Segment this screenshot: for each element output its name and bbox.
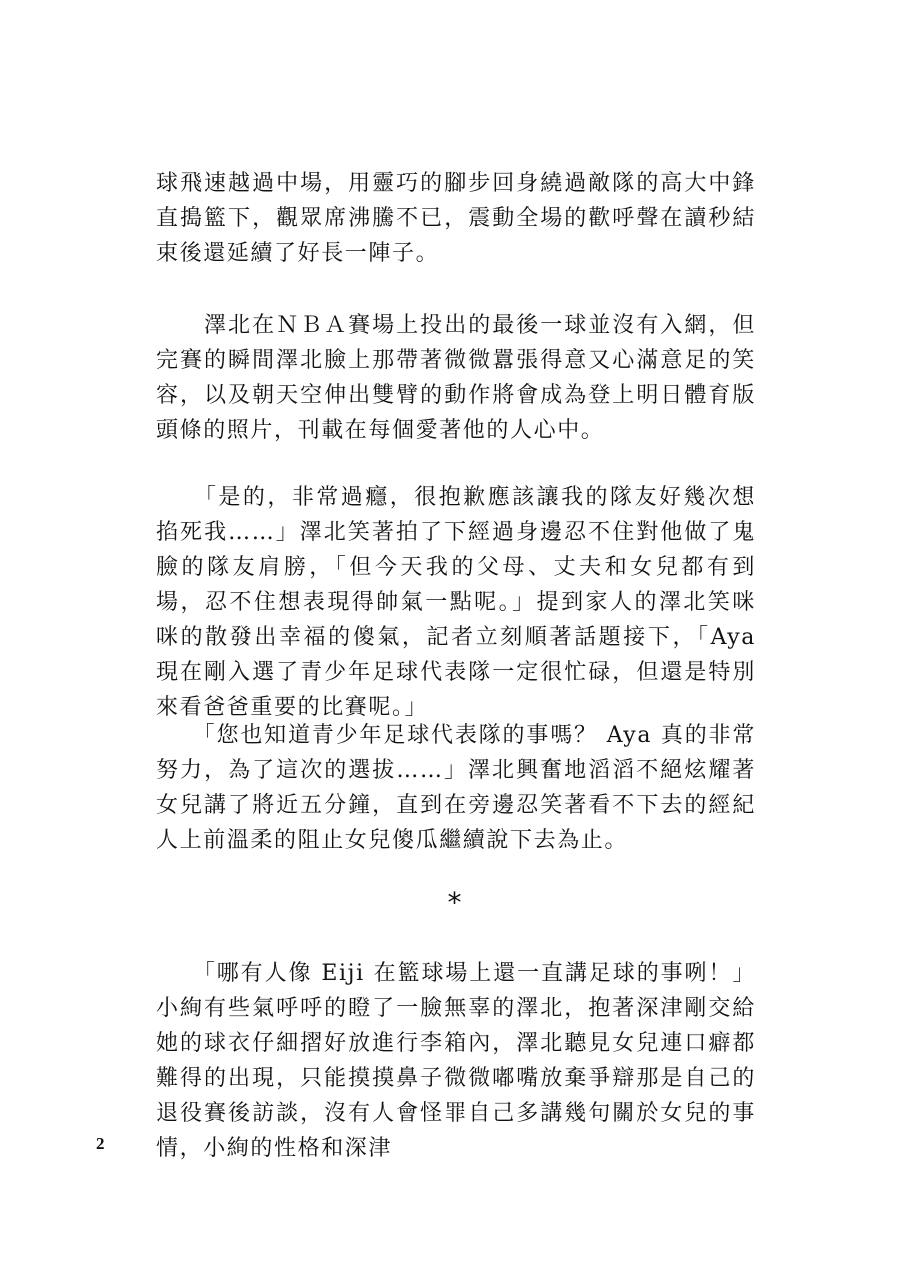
paragraph-3: 「是的，非常過癮，很抱歉應該讓我的隊友好幾次想掐死我……」澤北笑著拍了下經過身邊忍不住對他做了鬼臉的隊友肩膀，「但今天我的父母、丈夫和女兒都有到場，忍不住想表現得帥氣一點呢。」提到家人的澤北笑咪咪的散發出幸福的傻氣，記者立刻順著話題接下，「Aya 現在剛入選了青少年足球代表隊一定很忙碌，但還是特別來看爸爸重要的比賽呢。」 bbox=[156, 485, 765, 720]
paragraph-5: 「哪有人像 Eiji 在籃球場上還一直講足球的事咧！」小絢有些氣呼呼的瞪了一臉無辜的澤北，抱著深津剛交給她的球衣仔細摺好放進行李箱內，澤北聽見女兒連口癖都難得的出現，只能摸摸鼻子微微嘟嘴放棄爭辯那是自己的退役賽後訪談，沒有人會怪罪自己多講幾句關於女兒的事情，小絢的性格和深津 bbox=[156, 961, 756, 1161]
paragraph-2: 澤北在ＮＢＡ賽場上投出的最後一球並沒有入網，但完賽的瞬間澤北臉上那帶著微微囂張得意又心滿意足的笑容，以及朝天空伸出雙臂的動作將會成為登上明日體育版頭條的照片，刊載在每個愛著他的人心中。 bbox=[156, 313, 756, 443]
section-separator: * bbox=[447, 886, 462, 919]
paragraph-4: 「您也知道青少年足球代表隊的事嗎？ Aya 真的非常努力，為了這次的選拔……」澤北興奮地滔滔不絕炫耀著女兒講了將近五分鐘，直到在旁邊忍笑著看不下去的經紀人上前溫柔的阻止女兒傻瓜繼續說下去為止。 bbox=[156, 723, 756, 853]
page-number: 2 bbox=[96, 1134, 105, 1153]
paragraph-1: 球飛速越過中場，用靈巧的腳步回身繞過敵隊的高大中鋒直搗籃下，觀眾席沸騰不已，震動全場的歡呼聲在讀秒結束後還延續了好長一陣子。 bbox=[156, 171, 756, 266]
